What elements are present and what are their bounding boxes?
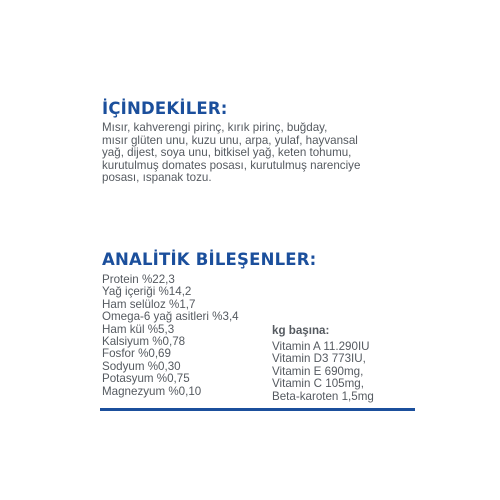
per-kg-label: kg başına: <box>272 324 330 337</box>
list-item: Protein %22,3 <box>102 273 175 286</box>
ingredients-line: posası, ıspanak tozu. <box>102 171 212 185</box>
list-item: Fosfor %0,69 <box>102 347 171 361</box>
analytic-components-list <box>102 274 239 398</box>
list-item: Vitamin D3 773IU, <box>272 352 366 366</box>
list-item: Sodyum %0,30 <box>102 359 181 373</box>
ingredients-line: kurutulmuş domates posası, kurutulmuş narenciye <box>102 158 361 172</box>
list-item: Magnezyum %0,10 <box>102 384 202 398</box>
ingredients-text <box>102 122 402 185</box>
list-item: Potasyum %0,75 <box>102 372 190 386</box>
ingredients-line: yağ, dijest, soya unu, bitkisel yağ, keten tohumu, <box>102 146 352 160</box>
list-item: Kalsiyum %0,78 <box>102 335 186 349</box>
ingredients-line: mısır glüten unu, kuzu unu, arpa, yulaf, hayvansal <box>102 133 358 147</box>
ingredients-line: Mısır, kahverengi pirinç, kırık pirinç, buğday, <box>102 121 328 134</box>
list-item: Yağ içeriği %14,2 <box>102 285 192 299</box>
analytic-components-heading: ANALİTİK BİLEŞENLER: <box>102 250 317 269</box>
list-item: Ham selüloz %1,7 <box>102 297 196 311</box>
list-item: Vitamin E 690mg, <box>272 364 364 378</box>
ingredients-heading: İÇİNDEKİLER: <box>102 99 228 118</box>
list-item: Vitamin C 105mg, <box>272 377 364 391</box>
vitamins-list <box>272 341 374 403</box>
list-item: Ham kül %5,3 <box>102 322 175 336</box>
list-item: Omega-6 yağ asitleri %3,4 <box>102 310 239 324</box>
divider <box>100 408 415 411</box>
list-item: Beta-karoten 1,5mg <box>272 389 374 403</box>
list-item: Vitamin A 11.290IU <box>272 340 370 353</box>
